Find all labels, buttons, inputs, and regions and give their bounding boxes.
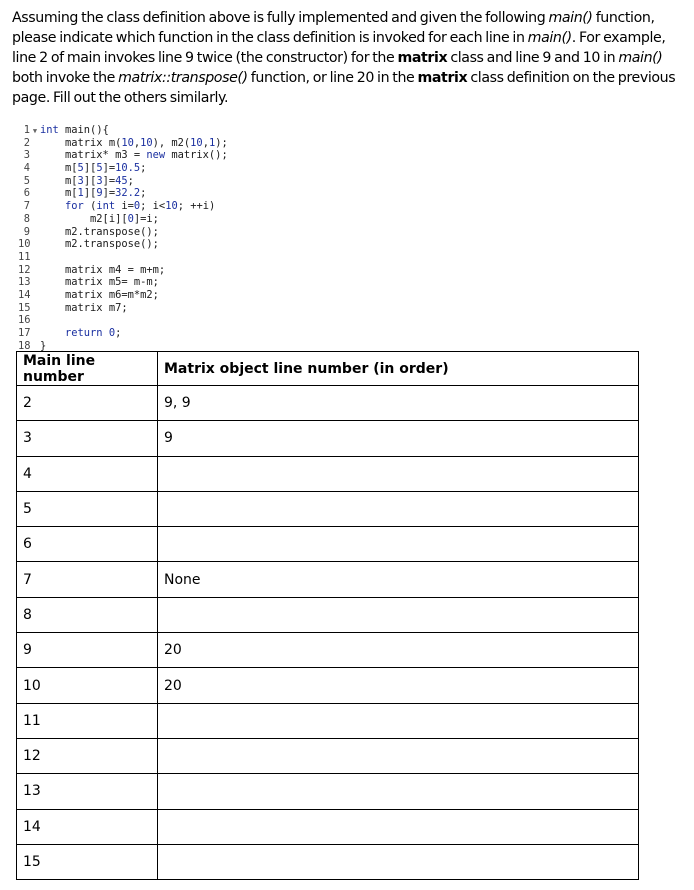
intro-code-ref: main() [618,50,663,66]
intro-text: function, or line 20 in the [247,70,418,86]
code-text: m[5][5]=10.5; [40,162,147,175]
code-text: matrix m6=m*m2; [40,288,159,301]
main-line-cell: 14 [17,809,158,844]
matrix-line-cell[interactable]: 9 [158,421,639,456]
code-line [18,162,228,175]
intro-text: function, please indicate which function in the class definition is invoked for each line in [12,10,655,46]
table-row [17,456,639,491]
main-line-cell: 12 [17,738,158,773]
code-text: m2[i][0]=i; [40,212,159,225]
line-number: 18 [18,339,31,352]
intro-code-ref: matrix::transpose() [118,70,248,86]
line-number: 10 [18,238,31,251]
matrix-line-cell[interactable] [158,456,639,491]
code-text: matrix* m3 = new matrix(); [40,149,228,162]
code-text: matrix m4 = m+m; [40,263,166,276]
code-line [18,137,228,150]
code-text: m[1][9]=32.2; [40,187,147,200]
code-line [18,187,228,200]
table-row [17,386,639,421]
column-header-main-line: Main line number [17,352,158,386]
table-row [17,527,639,562]
code-line [18,238,228,251]
code-line [18,226,228,239]
matrix-line-cell[interactable] [158,809,639,844]
line-number: 9 [23,225,30,238]
code-line [18,124,228,137]
matrix-line-cell[interactable] [158,774,639,809]
intro-code-ref: main() [548,10,593,26]
main-line-cell: 13 [17,774,158,809]
matrix-line-cell[interactable]: 20 [158,668,639,703]
code-line [18,251,228,264]
table-row [17,738,639,773]
line-number: 8 [23,212,30,225]
matrix-line-cell[interactable] [158,738,639,773]
intro-text: both invoke the [12,70,119,86]
table-row [17,809,639,844]
code-line [18,200,228,213]
main-line-cell: 4 [17,456,158,491]
code-text: } [40,339,47,352]
code-line [18,213,228,226]
line-number: 6 [23,187,30,200]
fold-arrow-icon[interactable]: ▼ [32,127,38,135]
line-number: 13 [18,276,31,289]
code-line [18,314,228,327]
code-text: matrix m(10,10), m2(10,1); [40,136,228,149]
table-row [17,774,639,809]
table-row [17,597,639,632]
code-text: return 0; [65,327,122,339]
intro-code-ref: main() [527,30,572,46]
instructions-paragraph [12,8,684,108]
table-row [17,844,639,879]
line-number: 16 [18,314,31,327]
matrix-line-cell[interactable]: 9, 9 [158,386,639,421]
code-text: m2.transpose(); [40,238,159,251]
code-line [18,264,228,277]
main-line-cell: 15 [17,844,158,879]
table-row [17,421,639,456]
matrix-line-cell[interactable] [158,491,639,526]
code-text: m[3][3]=45; [40,174,134,187]
matrix-line-cell[interactable] [158,597,639,632]
code-text: int main(){ [40,124,109,136]
line-number: 12 [18,263,31,276]
main-line-cell: 6 [17,527,158,562]
table-row [17,668,639,703]
main-line-cell: 3 [17,421,158,456]
main-line-cell: 9 [17,633,158,668]
line-number: 7 [23,200,30,213]
code-line [18,276,228,289]
intro-class-ref: matrix [397,50,448,66]
main-line-cell: 7 [17,562,158,597]
intro-text: Assuming the class definition above is fully implemented and given the following [12,10,549,26]
code-text: matrix m5= m-m; [40,276,159,289]
intro-text: class and line 9 and 10 in [447,50,619,66]
line-number: 15 [18,301,31,314]
table-row [17,562,639,597]
main-line-cell: 2 [17,386,158,421]
line-number: 11 [18,250,31,263]
line-number: 1 [23,124,30,136]
code-line [18,302,228,315]
table-row [17,491,639,526]
intro-text: class definition on the previous page. Fill out the others similarly. [12,70,676,106]
line-number: 2 [23,136,30,149]
code-text: m2.transpose(); [40,225,159,238]
line-number: 14 [18,288,31,301]
code-line [18,327,228,340]
intro-text: . For example, line 2 of main invokes line 9 twice (the constructor) for the [12,30,666,66]
code-line [18,175,228,188]
answer-table [16,351,639,880]
matrix-line-cell[interactable] [158,844,639,879]
table-header-row [17,352,639,386]
code-line [18,289,228,302]
main-line-cell: 10 [17,668,158,703]
matrix-line-cell[interactable]: None [158,562,639,597]
code-text: for (int i=0; i<10; ++i) [65,200,216,213]
code-line [18,149,228,162]
matrix-line-cell[interactable]: 20 [158,633,639,668]
code-text: matrix m7; [40,301,128,314]
line-number: 4 [23,162,30,175]
column-header-matrix-line: Matrix object line number (in order) [158,352,639,386]
intro-class-ref: matrix [417,70,468,86]
main-line-cell: 5 [17,491,158,526]
line-number: 5 [23,174,30,187]
line-number: 17 [18,327,31,339]
matrix-line-cell[interactable] [158,703,639,738]
code-listing [18,124,228,352]
matrix-line-cell[interactable] [158,527,639,562]
main-line-cell: 8 [17,597,158,632]
line-number: 3 [23,149,30,162]
main-line-cell: 11 [17,703,158,738]
table-row [17,703,639,738]
table-row [17,633,639,668]
